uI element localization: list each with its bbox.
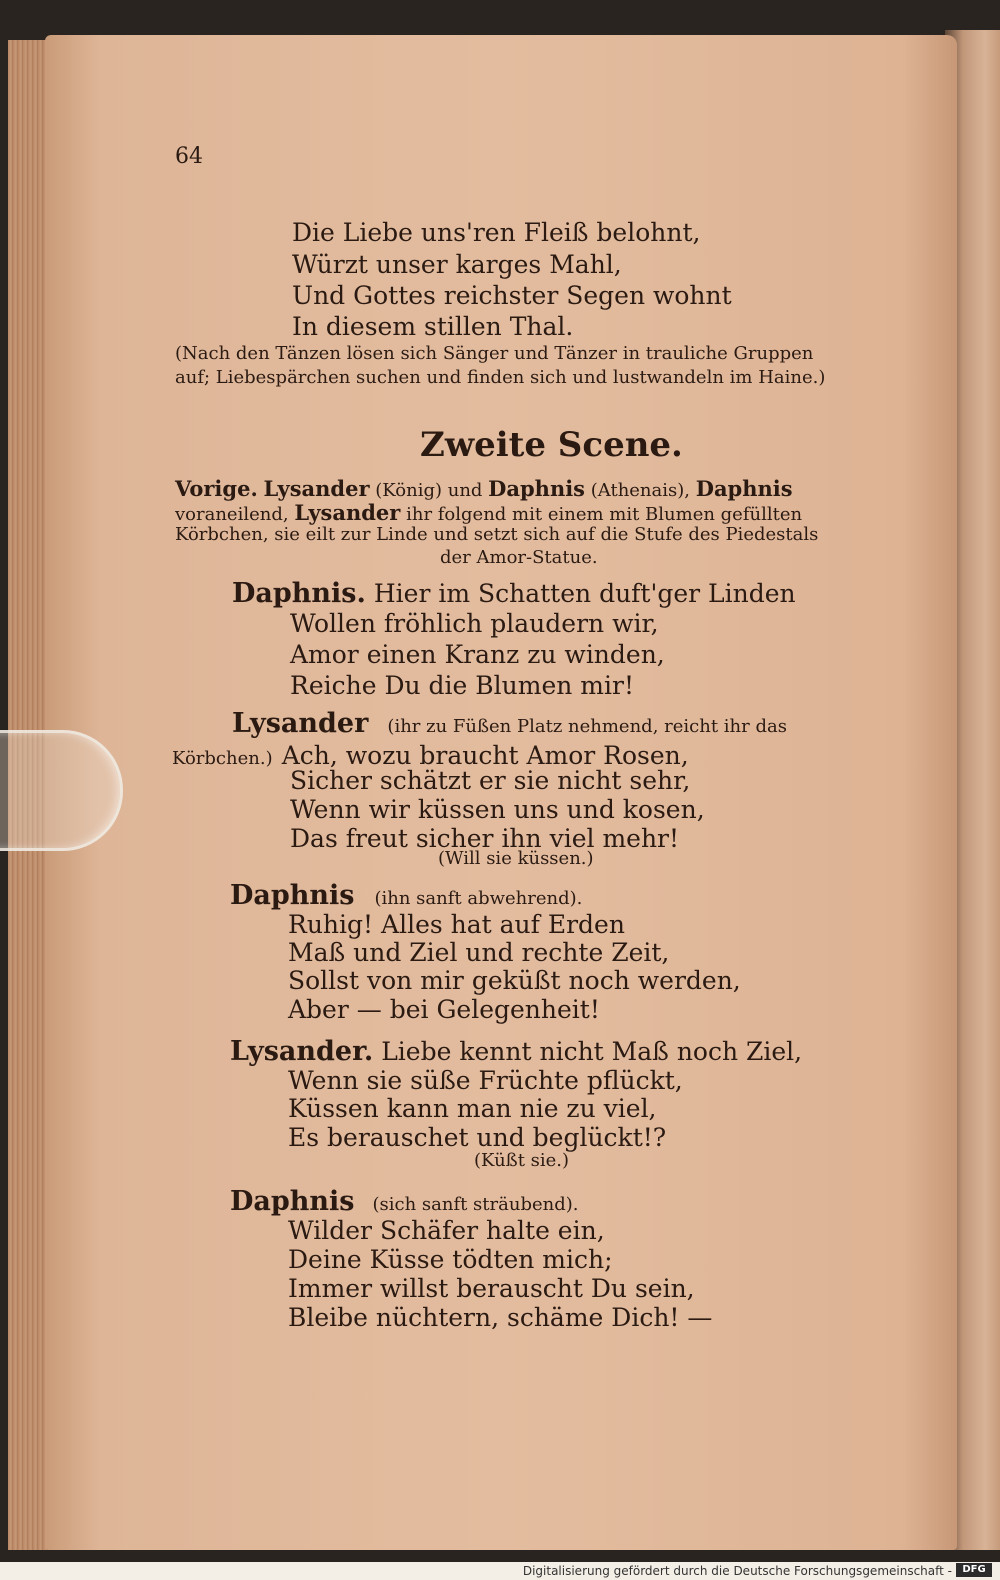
page-clip (0, 730, 123, 851)
verse-line: Wilder Schäfer halte ein, (288, 1216, 605, 1245)
dialogue-line (232, 578, 796, 609)
speaker-name: Lysander. (230, 1036, 374, 1067)
verse-line: Deine Küsse tödten mich; (288, 1245, 613, 1274)
verse-line: Bleibe nüchtern, schäme Dich! — (288, 1303, 713, 1332)
verse-line: Wollen fröhlich plaudern wir, (290, 609, 659, 638)
speaker-name: Daphnis (488, 476, 586, 501)
speaker-name: Lysander (263, 476, 370, 501)
scene-heading: Zweite Scene. (420, 425, 683, 465)
stage-direction: (Nach den Tänzen lösen sich Sänger und Tänzer in trauliche Gruppen (175, 343, 814, 364)
speaker-name: Daphnis (695, 476, 793, 501)
scene-text: ihr folgend mit einem mit Blumen gefüllten (406, 504, 803, 525)
scene-direction-line-2 (175, 500, 802, 525)
verse-line: Würzt unser karges Mahl, (292, 250, 622, 279)
verse-line: Aber — bei Gelegenheit! (288, 995, 600, 1024)
verse-line: Maß und Ziel und rechte Zeit, (288, 938, 670, 967)
dialogue-line (232, 708, 787, 739)
verse-line: Die Liebe uns'ren Fleiß belohnt, (292, 218, 701, 247)
stage-direction: (Küßt sie.) (474, 1150, 570, 1171)
verse-text: Liebe kennt nicht Maß noch Ziel, (381, 1037, 803, 1066)
stage-direction: (Will sie küssen.) (438, 848, 594, 869)
scene-direction-line-1 (175, 476, 793, 501)
verse-text: Hier im Schatten duft'ger Linden (373, 579, 796, 608)
verse-line: Ruhig! Alles hat auf Erden (288, 910, 625, 939)
speaker-name: Lysander (294, 500, 401, 525)
stage-direction: (sich sanft sträubend). (372, 1194, 579, 1215)
verse-line: Wenn sie süße Früchte pflückt, (288, 1066, 683, 1095)
verse-text: Ach, wozu braucht Amor Rosen, (281, 741, 689, 770)
verse-line: Küssen kann man nie zu viel, (288, 1094, 657, 1123)
stage-direction: (ihr zu Füßen Platz nehmend, reicht ihr das (387, 716, 787, 737)
speaker-name: Lysander (232, 708, 369, 739)
verse-line: Es berauschet und beglückt!? (288, 1123, 667, 1152)
verse-line: Reiche Du die Blumen mir! (290, 671, 635, 700)
speaker-name: Daphnis (230, 1186, 355, 1217)
dialogue-line (230, 1036, 802, 1067)
speaker-name: Daphnis (230, 880, 355, 911)
verse-line: In diesem stillen Thal. (292, 312, 574, 341)
verse-line: Sicher schätzt er sie nicht sehr, (290, 766, 691, 795)
dfg-logo-icon: DFG (956, 1563, 992, 1577)
verse-line: Wenn wir küssen uns und kosen, (290, 795, 705, 824)
verse-line: Sollst von mir geküßt noch werden, (288, 966, 741, 995)
scene-text: voraneilend, (175, 504, 289, 525)
dialogue-line (230, 1186, 579, 1217)
speaker-name: Daphnis. (232, 578, 366, 609)
stage-direction: Körbchen.) (172, 748, 273, 769)
dialogue-line (230, 880, 582, 911)
footer-credit: Digitalisierung gefördert durch die Deutsche Forschungsgemeinschaft - (522, 1564, 952, 1578)
scene-text: (König) und (375, 480, 483, 501)
cast-label: Vorige. (175, 476, 258, 501)
verse-line: Amor einen Kranz zu winden, (290, 640, 665, 669)
scene-direction-line-4: der Amor-Statue. (440, 547, 598, 568)
scene-text: (Athenais), (590, 480, 690, 501)
scene-direction-line-3: Körbchen, sie eilt zur Linde und setzt sich auf die Stufe des Piedestals (175, 524, 819, 545)
verse-line: Das freut sicher ihn viel mehr! (290, 824, 680, 853)
stage-direction: (ihn sanft abwehrend). (374, 888, 583, 909)
verse-line: Und Gottes reichster Segen wohnt (292, 281, 732, 310)
stage-direction: auf; Liebespärchen suchen und finden sich und lustwandeln im Haine.) (175, 367, 826, 388)
page-number: 64 (175, 144, 203, 169)
verse-line: Immer willst berauscht Du sein, (288, 1274, 695, 1303)
